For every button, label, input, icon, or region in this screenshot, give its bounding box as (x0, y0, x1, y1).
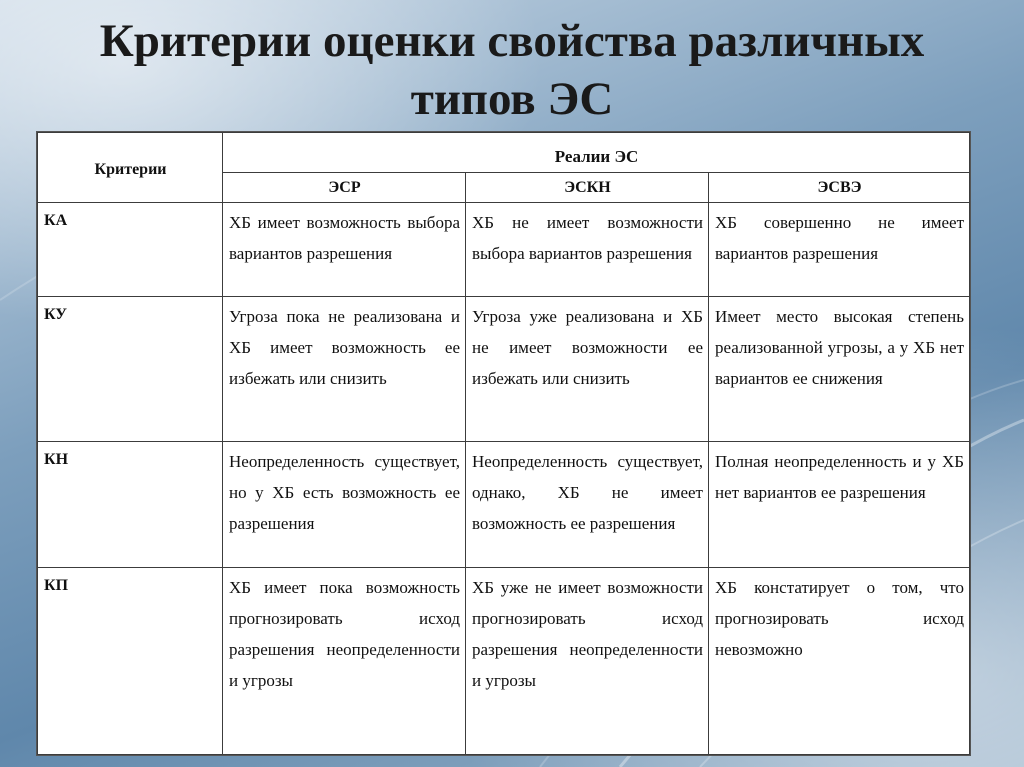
table-cell: ХБ констатирует о том, что прогнозировать исход невозможно (709, 568, 970, 755)
table-cell: ХБ совершенно не имеет вариантов разрешения (709, 203, 970, 297)
slide-title-line-2: типов ЭС (410, 73, 614, 125)
column-header-esr: ЭСР (223, 173, 466, 203)
slide-title (0, 12, 1024, 128)
header-row (38, 133, 970, 173)
table-row (38, 568, 970, 755)
table-row (38, 442, 970, 568)
table-cell: Угроза пока не реализована и ХБ имеет возможность ее избежать или снизить (223, 297, 466, 442)
slide-title-line-1: Критерии оценки свойства различных (99, 15, 925, 67)
criterion-ku: КУ (38, 297, 223, 442)
table-cell: ХБ имеет возможность выбора вариантов разрешения (223, 203, 466, 297)
table-cell: Полная неопределенность и у ХБ нет вариантов ее разрешения (709, 442, 970, 568)
criterion-kn: КН (38, 442, 223, 568)
criterion-ka: КА (38, 203, 223, 297)
column-header-eskn: ЭСКН (466, 173, 709, 203)
table-row (38, 203, 970, 297)
table-cell: Неопределенность существует, однако, ХБ не имеет возможность ее разрешения (466, 442, 709, 568)
criterion-kp: КП (38, 568, 223, 755)
realities-header: Реалии ЭС (223, 133, 970, 173)
table-cell: Имеет место высокая степень реализованной угрозы, а у ХБ нет вариантов ее снижения (709, 297, 970, 442)
table-cell: ХБ уже не имеет возможности прогнозировать исход разрешения неопределенности и угрозы (466, 568, 709, 755)
table-row (38, 297, 970, 442)
table-cell: ХБ не имеет возможности выбора вариантов разрешения (466, 203, 709, 297)
criteria-header: Критерии (38, 133, 223, 203)
criteria-table (37, 132, 970, 755)
table-cell: ХБ имеет пока возможность прогнозировать исход разрешения неопределенности и угрозы (223, 568, 466, 755)
column-header-esve: ЭСВЭ (709, 173, 970, 203)
table-cell: Угроза уже реализована и ХБ не имеет возможности ее избежать или снизить (466, 297, 709, 442)
table-cell: Неопределенность существует, но у ХБ есть возможность ее разрешения (223, 442, 466, 568)
